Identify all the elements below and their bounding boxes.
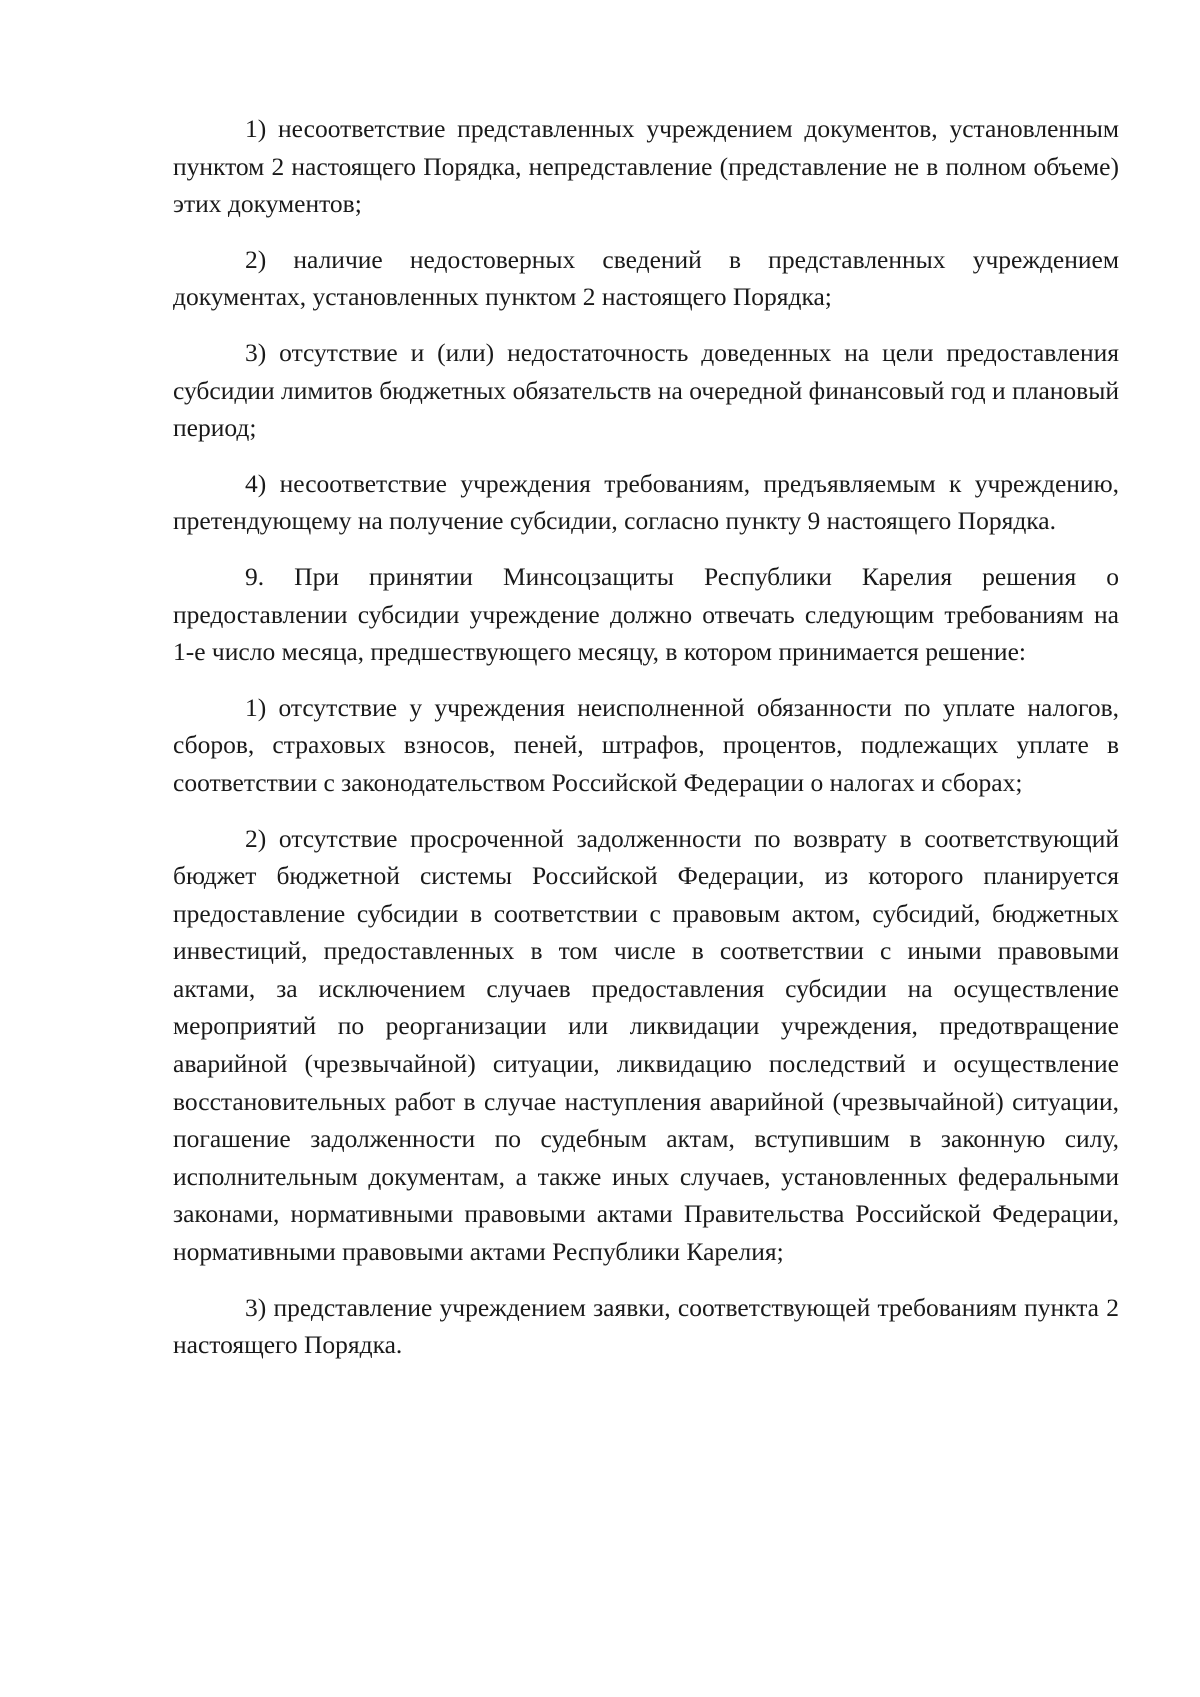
paragraph-reason-1: 1) несоответствие представленных учреждением документов, установленным пунктом 2 настоящего Порядка, непредставление (представление не в полном объеме) этих документов; <box>173 114 1119 219</box>
paragraph-reason-3: 3) отсутствие и (или) недостаточность доведенных на цели предоставления субсидии лимитов бюджетных обязательств на очередной финансовый год и плановый период; <box>173 337 1119 443</box>
paragraph-requirement-3: 3) представление учреждением заявки, соответствующей требованиям пункта 2 настоящего Порядка. <box>173 1292 1119 1360</box>
paragraph-requirement-1: 1) отсутствие у учреждения неисполненной обязанности по уплате налогов, сборов, страховых взносов, пеней, штрафов, процентов, подлежащих уплате в соответствии с законодательством Российской Федерации о налогах и сборах; <box>173 692 1119 797</box>
paragraph-requirement-2: 2) отсутствие просроченной задолженности по возврату в соответствующий бюджет бюджетной системы Российской Федерации, из которого планируется предоставление субсидии в соответствии с правовым актом, субсидий, бюджетных инвестиций, предоставленных в том числе в соответствии с иными правовыми актами, за исключением случаев предоставления субсидии на осуществление мероприятий по реорганизации или ликвидации учреждения, предотвращение аварийной (чрезвычайной) ситуации, ликвидацию последствий и осуществление восстановительных работ в случае наступления аварийной (чрезвычайной) ситуации, погашение задолженности по судебным актам, вступившим в законную силу, исполнительным документам, а также иных случаев, установленных федеральными законами, нормативными правовыми актами Правительства Российской Федерации, нормативными правовыми актами Республики Карелия; <box>173 823 1119 1267</box>
paragraph-reason-2: 2) наличие недостоверных сведений в представленных учреждением документах, установленных пунктом 2 настоящего Порядка; <box>173 244 1119 312</box>
paragraph-reason-4: 4) несоответствие учреждения требованиям, предъявляемым к учреждению, претендующему на получение субсидии, согласно пункту 9 настоящего Порядка. <box>173 468 1119 536</box>
paragraph-section-9: 9. При принятии Минсоцзащиты Республики Карелия решения о предоставлении субсидии учреждение должно отвечать следующим требованиям на 1-е число месяца, предшествующего месяцу, в котором принимается решение: <box>173 561 1119 667</box>
document-body <box>173 110 1119 1382</box>
